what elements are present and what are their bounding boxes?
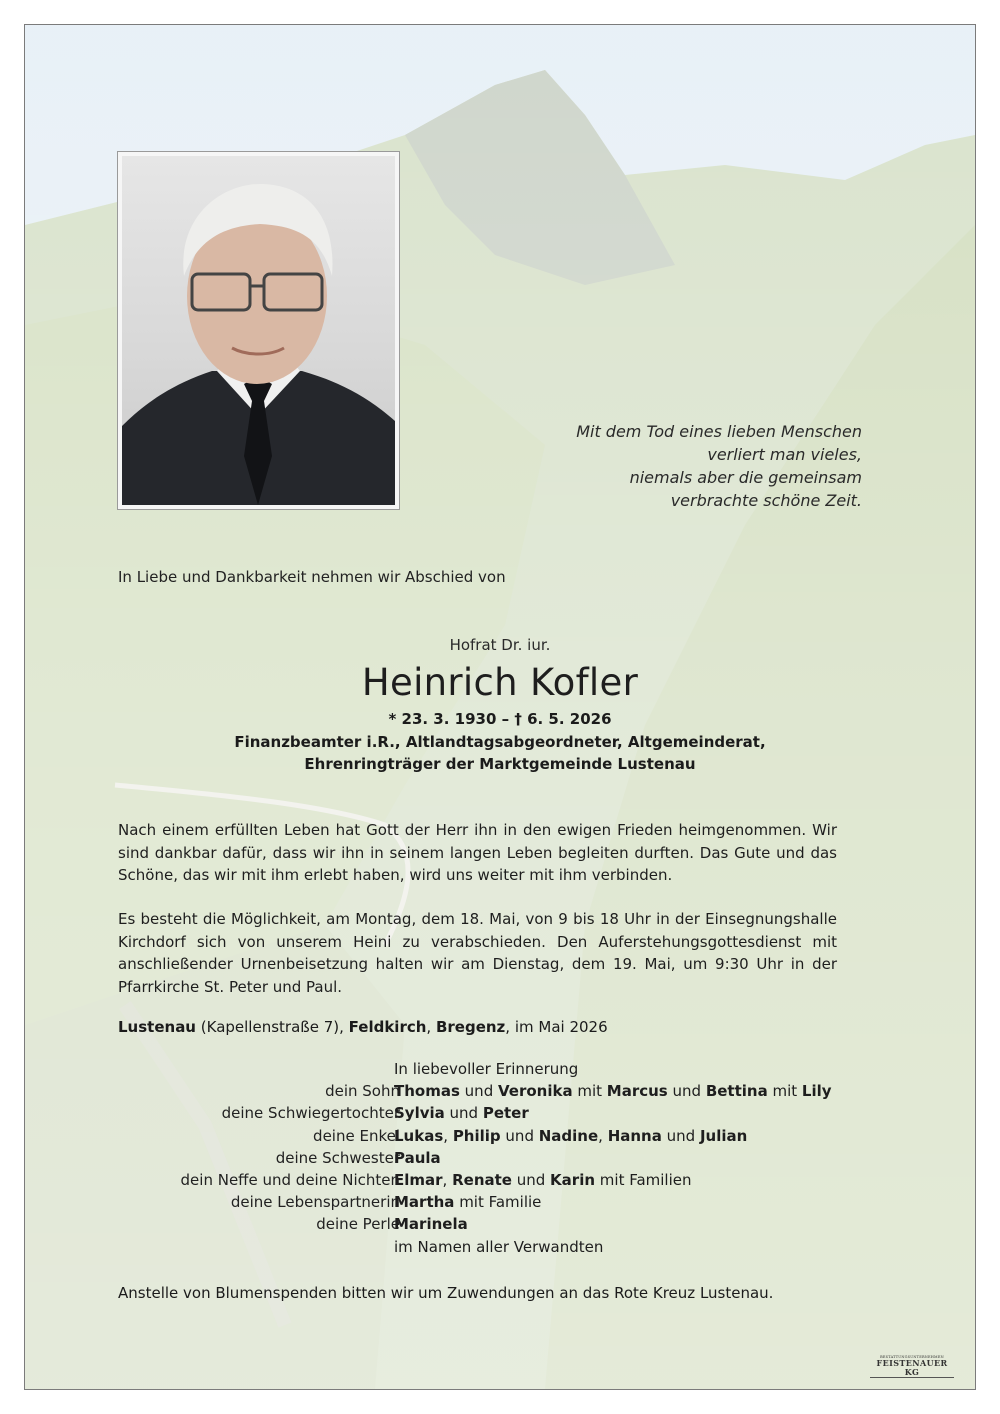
mourner-name: Lily [801,1082,832,1101]
portrait-frame [117,151,400,510]
roles-line-1: Finanzbeamter i.R., Altlandtagsabgeordneter, Altgemeinderat, [234,733,766,751]
mourner-name: Martha [394,1193,455,1212]
mourner-row [118,1193,878,1215]
mourner-relation: deine Enkel [313,1126,400,1145]
deceased-name: Heinrich Kofler [361,661,639,704]
mourner-connector: , [443,1126,453,1145]
mourner-relation: dein Sohn [325,1082,400,1101]
mourners-list [118,1060,878,1260]
mourner-connector: und [667,1082,706,1101]
mourner-row [118,1104,878,1126]
mourners-footer-row [118,1238,878,1260]
mourner-row [118,1171,878,1193]
mourner-connector: und [444,1104,483,1123]
mourner-connector: , [442,1170,453,1189]
place-and-date [118,1018,608,1036]
mourner-name: Lukas [394,1126,444,1145]
mourner-name: Renate [452,1170,512,1189]
quote-line: verliert man vieles, [707,445,862,464]
mourner-name: Marcus [606,1082,668,1101]
mourner-name: Julian [699,1126,748,1145]
mourners-footer: im Namen aller Verwandten [394,1237,604,1256]
mourner-connector: und [511,1170,551,1189]
deceased-title: Hofrat Dr. iur. [449,636,551,654]
memorial-quote [482,420,862,512]
mourner-name: Marinela [394,1215,468,1234]
quote-line: Mit dem Tod eines lieben Menschen [576,422,862,441]
mourner-names [394,1171,692,1189]
mourner-connector: mit Familie [454,1193,542,1212]
paragraph-farewell: Nach einem erfüllten Leben hat Gott der Herr ihn in den ewigen Frieden heimgenommen. Wir sind dankbar dafür, dass wir ihn in seinem langen Leben begleiten durften. Das Gute und das Schöne, das wir mit ihm erlebt haben, wird uns weiter mit ihm verbinden. [118,821,837,884]
life-dates: * 23. 3. 1930 – † 6. 5. 2026 [388,710,612,728]
portrait-photo [122,156,395,505]
mourners-header-row [118,1060,878,1082]
mourner-name: Paula [394,1148,441,1167]
mourner-name: Karin [550,1170,596,1189]
mourner-connector: mit Familien [595,1170,692,1189]
mourner-names [394,1104,529,1122]
mourner-connector: mit [572,1082,607,1101]
mourner-relation: dein Neffe und deine Nichten [180,1170,400,1189]
mourner-names [394,1127,747,1145]
roles-line-2: Ehrenringträger der Marktgemeinde Lustenau [304,755,696,773]
mourner-connector: , [598,1126,608,1145]
place-city: Lustenau [118,1018,196,1036]
mourner-name: Thomas [394,1082,460,1101]
mourner-names [394,1149,441,1167]
mourners-header: In liebevoller Erinnerung [394,1060,579,1078]
mourner-name: Elmar [394,1170,443,1189]
mourner-name: Peter [482,1104,529,1123]
mourner-relation: deine Schwiegertochter [221,1104,400,1123]
mourner-row [118,1127,878,1149]
funeral-home-logo [870,1355,954,1378]
paragraph-service-details: Es besteht die Möglichkeit, am Montag, dem 18. Mai, von 9 bis 18 Uhr in der Einsegnungshalle Kirchdorf sich von unserem Heini zu verabschieden. Den Auferstehungsgottesdienst mit anschließender Urnenbeisetzung halten wir am Dienstag, dem 19. Mai, um 9:30 Uhr in der Pfarrkirche St. Peter und Paul. [118,910,837,996]
quote-line: verbrachte schöne Zeit. [670,491,862,510]
mourner-relation: deine Lebenspartnerin [230,1193,400,1212]
mourner-row [118,1082,878,1104]
place-address: (Kapellenstraße 7), [196,1018,349,1036]
mourner-name: Sylvia [394,1104,445,1123]
logo-subtitle: BESTATTUNGSUNTERNEHMEN [880,1355,944,1359]
mourner-name: Philip [452,1126,501,1145]
mourner-name: Hanna [607,1126,662,1145]
mourner-connector: und [459,1082,498,1101]
person-portrait-icon [122,156,395,505]
intro-text: In Liebe und Dankbarkeit nehmen wir Abschied von [118,568,506,586]
mourner-relation: deine Perle [316,1215,400,1234]
place-date: , im Mai 2026 [505,1018,608,1036]
mourner-row [118,1149,878,1171]
mourner-connector: und [500,1126,539,1145]
place-city: Bregenz [435,1018,506,1036]
quote-line: niemals aber die gemeinsam [629,468,862,487]
mourner-relation: deine Schwester [275,1148,400,1167]
mourner-name: Bettina [705,1082,768,1101]
mourner-connector: und [661,1126,700,1145]
logo-name: FEISTENAUER KG [870,1359,954,1378]
mourner-names [394,1082,832,1100]
place-city: Feldkirch [348,1018,427,1036]
mourner-names [394,1215,468,1233]
mourner-name: Veronika [497,1082,573,1101]
mourner-names [394,1193,541,1211]
mourner-name: Nadine [538,1126,599,1145]
place-separator: , [426,1018,436,1036]
closing-note: Anstelle von Blumenspenden bitten wir um Zuwendungen an das Rote Kreuz Lustenau. [118,1284,774,1302]
mourner-connector: mit [767,1082,802,1101]
mourner-row [118,1215,878,1237]
